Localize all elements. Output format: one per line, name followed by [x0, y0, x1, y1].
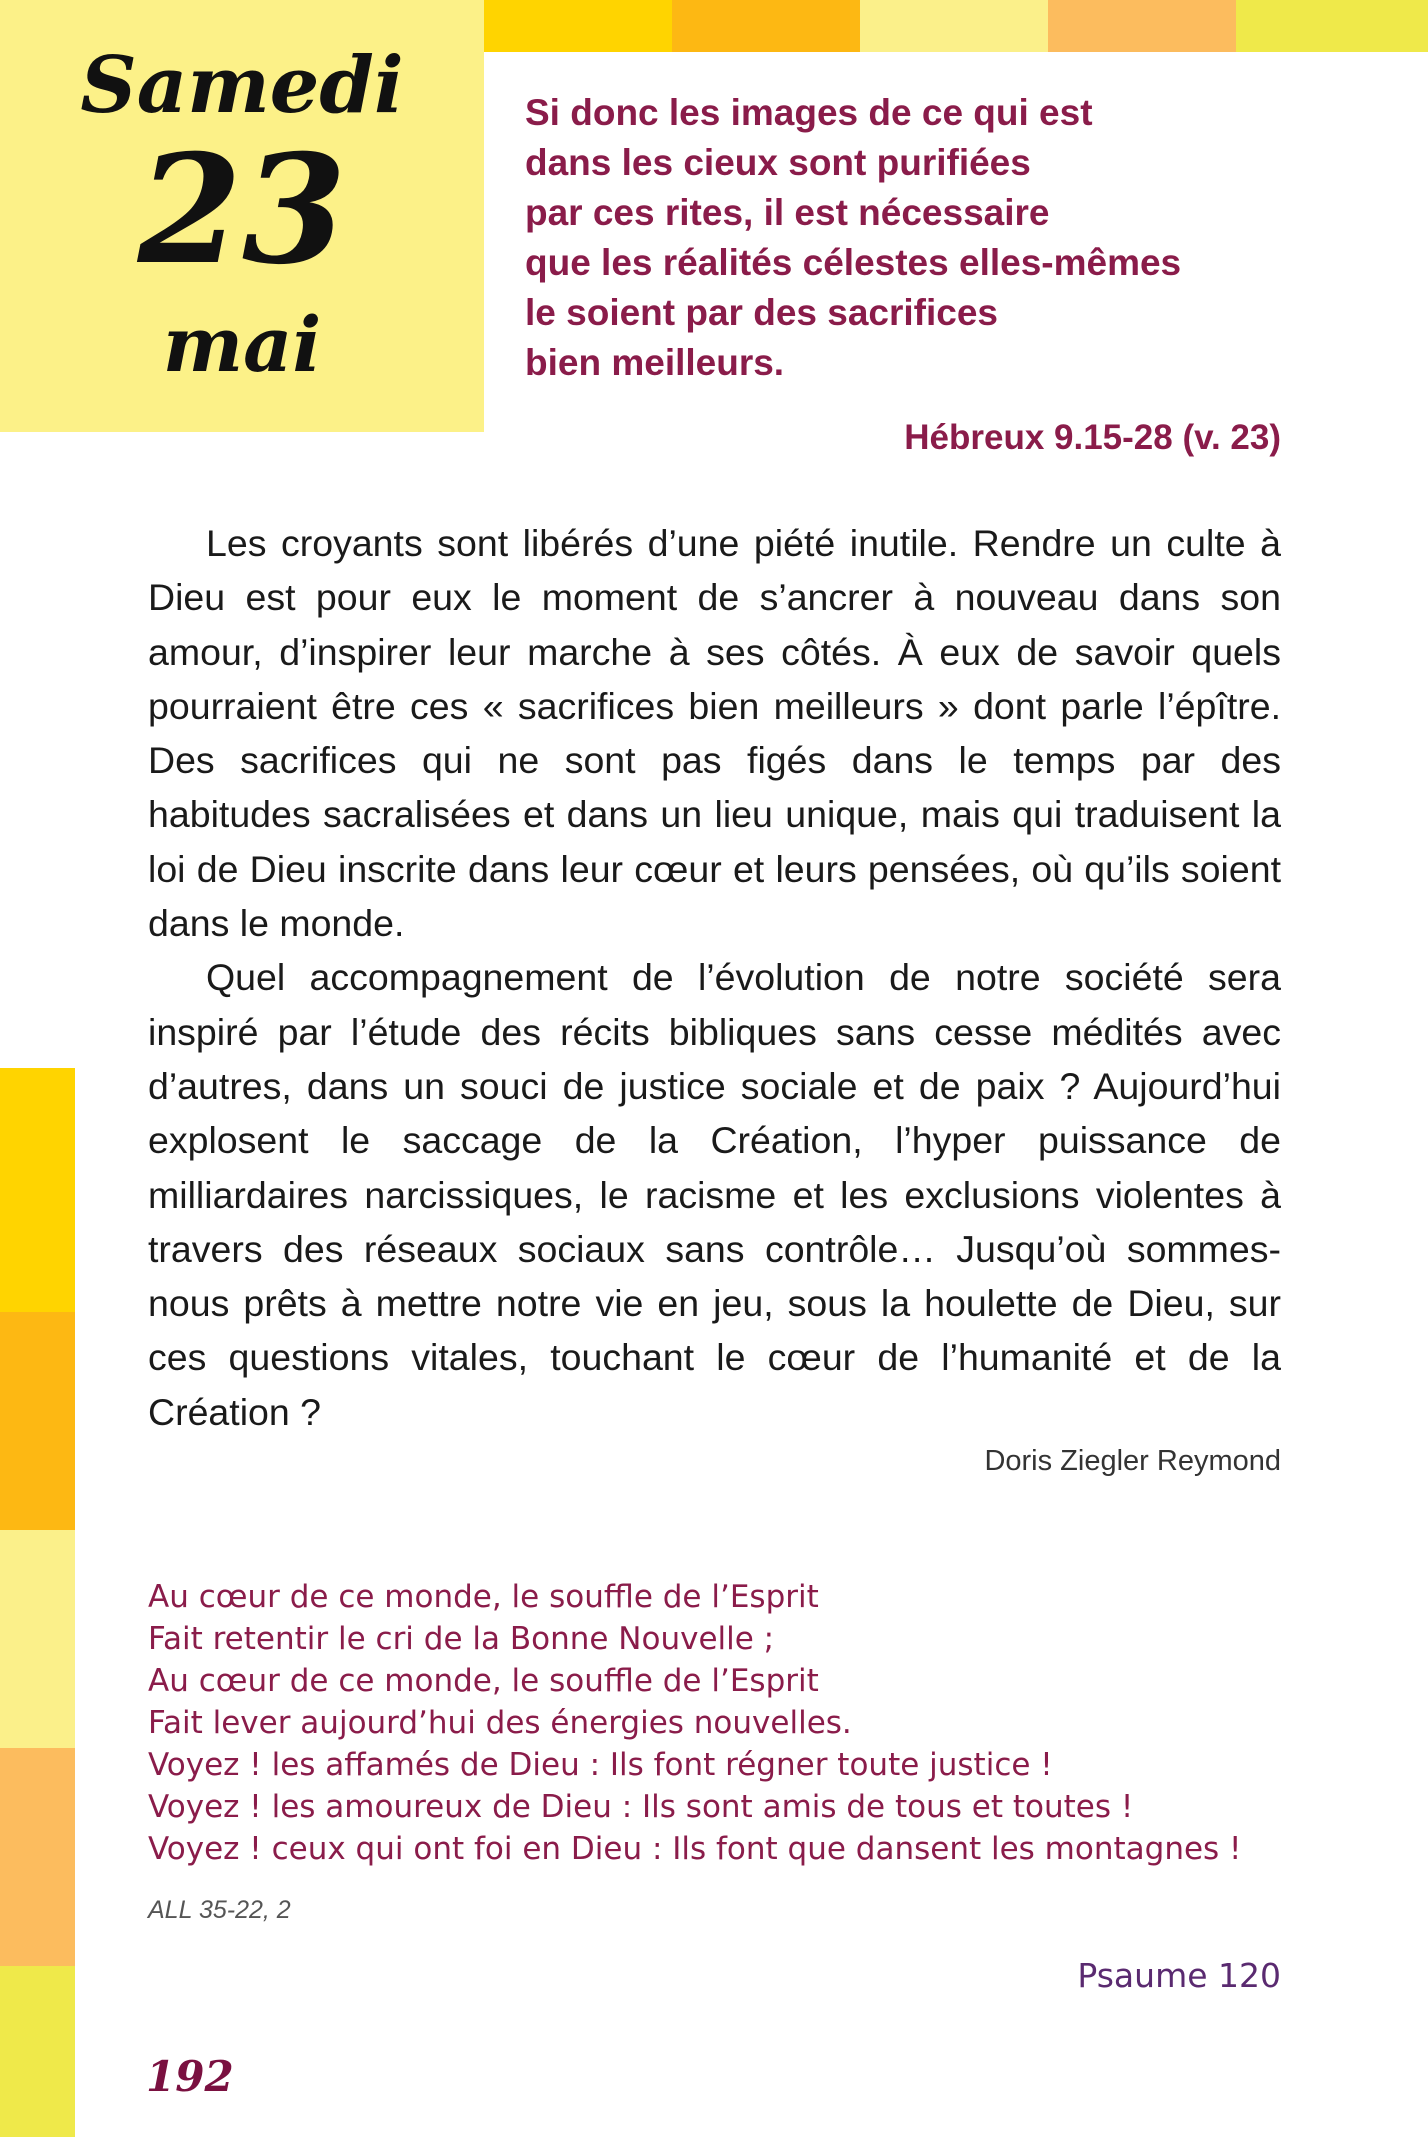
bible-verse: [525, 88, 1325, 388]
hymn-line: Fait lever aujourd’hui des énergies nouvelles.: [148, 1705, 852, 1741]
top-strip-pale: [860, 0, 1048, 52]
top-strip-lime: [1236, 0, 1428, 52]
date-day: Samedi: [80, 40, 404, 131]
verse-line: dans les cieux sont purifiées: [525, 142, 1031, 183]
hymn-line: Au cœur de ce monde, le souffle de l’Esprit: [148, 1663, 819, 1699]
verse-line: que les réalités célestes elles-mêmes: [525, 242, 1182, 283]
side-strip-lime: [0, 1966, 75, 2137]
top-strip-orange: [672, 0, 860, 52]
hymn-line: Au cœur de ce monde, le souffle de l’Esprit: [148, 1579, 819, 1615]
meditation-text: [148, 516, 1281, 1439]
verse-reference: Hébreux 9.15-28 (v. 23): [904, 418, 1281, 457]
top-strip-peach: [1048, 0, 1236, 52]
hymn-text: [148, 1576, 1281, 1870]
author: Doris Ziegler Reymond: [984, 1445, 1281, 1477]
hymn-line: Voyez ! ceux qui ont foi en Dieu : Ils font que dansent les montagnes !: [148, 1831, 1242, 1867]
side-strip-orange: [0, 1312, 75, 1530]
verse-line: Si donc les images de ce qui est: [525, 92, 1093, 133]
verse-line: par ces rites, il est nécessaire: [525, 192, 1050, 233]
date-block: [0, 0, 484, 432]
top-strip-yellow: [484, 0, 672, 52]
date-month: mai: [162, 300, 322, 389]
verse-line: bien meilleurs.: [525, 342, 785, 383]
side-strip-yellow: [0, 1068, 75, 1312]
verse-line: le soient par des sacrifices: [525, 292, 999, 333]
page-number: 192: [146, 2052, 234, 2101]
side-strip-pale: [0, 1530, 75, 1748]
hymn-title: Psaume 120: [1077, 1956, 1281, 1995]
hymn-line: Voyez ! les affamés de Dieu : Ils font régner toute justice !: [148, 1747, 1053, 1783]
body-paragraph: Quel accompagnement de l’évolution de notre société sera inspiré par l’étude des récits bibliques sans cesse médités avec d’autres, dans un souci de justice sociale et de paix ? Aujourd’hui explosent le saccage de la Création, l’hyper puissance de milliardaires narcissiques, le racisme et les exclusions violentes à travers des réseaux sociaux sans contrôle… Jusqu’où sommes-nous prêts à mettre notre vie en jeu, sous la houlette de Dieu, sur ces questions vitales, touchant le cœur de l’humanité et de la Création ?: [148, 956, 1281, 1433]
side-strip-peach: [0, 1748, 75, 1966]
body-paragraph: Les croyants sont libérés d’une piété inutile. Rendre un culte à Dieu est pour eux le moment de s’ancrer à nouveau dans son amour, d’inspirer leur marche à ses côtés. À eux de savoir quels pourraient être ces « sacrifices bien meilleurs » dont parle l’épître. Des sacrifices qui ne sont pas figés dans le temps par des habitudes sacralisées et dans un lieu unique, mais qui traduisent la loi de Dieu inscrite dans leur cœur et leurs pensées, où qu’ils soient dans le monde.: [148, 522, 1281, 945]
hymn-line: Voyez ! les amoureux de Dieu : Ils sont amis de tous et toutes !: [148, 1789, 1134, 1825]
date-number: 23: [137, 122, 347, 298]
hymn-line: Fait retentir le cri de la Bonne Nouvelle ;: [148, 1621, 775, 1657]
hymn-code: ALL 35-22, 2: [148, 1896, 291, 1924]
